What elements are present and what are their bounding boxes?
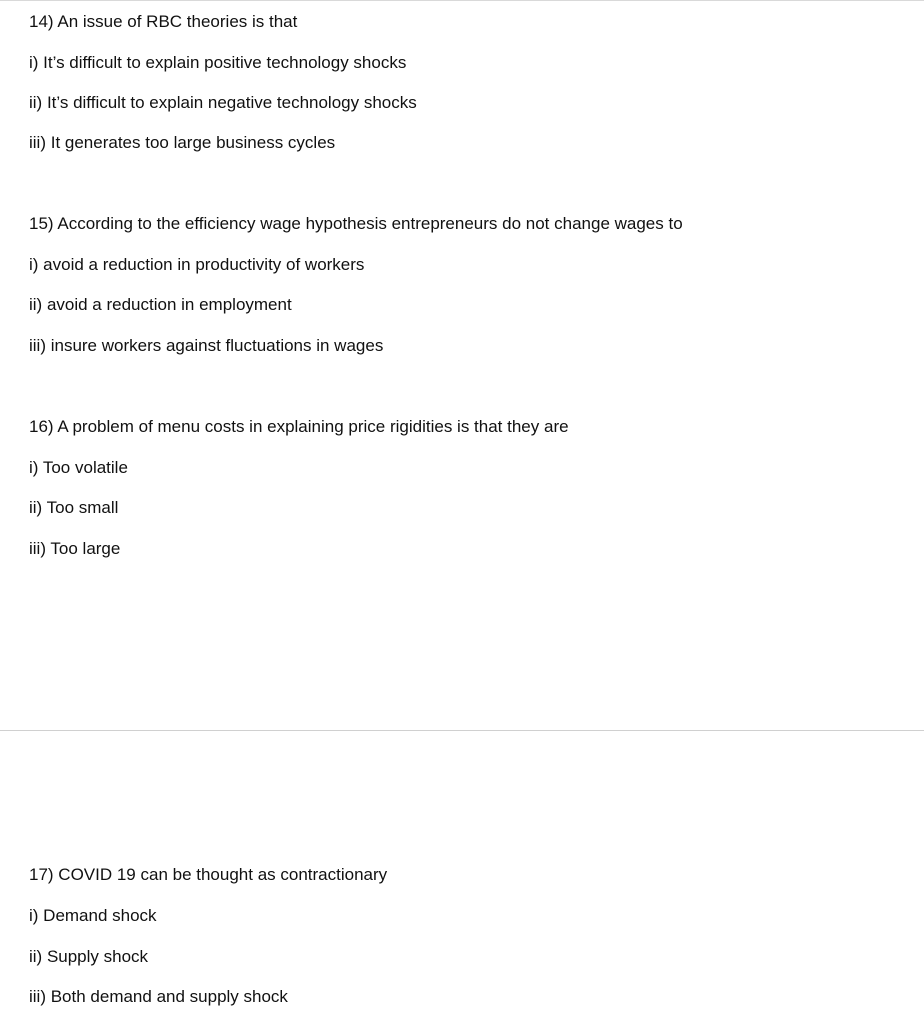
question-16-prompt: 16) A problem of menu costs in explaining price rigidities is that they are [29,417,569,436]
question-14-option-iii: iii) It generates too large business cycles [29,133,336,152]
question-14-option-ii: ii) It’s difficult to explain negative technology shocks [29,93,417,112]
top-rule [0,0,924,1]
question-15-option-ii: ii) avoid a reduction in employment [29,295,292,314]
question-15-option-i: i) avoid a reduction in productivity of workers [29,255,365,274]
page-break [0,730,924,731]
question-14-option-i: i) It’s difficult to explain positive technology shocks [29,53,407,72]
question-14-prompt: 14) An issue of RBC theories is that [29,12,298,31]
question-16-option-i: i) Too volatile [29,458,128,477]
question-17-prompt: 17) COVID 19 can be thought as contractionary [29,865,388,884]
question-17-option-ii: ii) Supply shock [29,947,149,966]
question-15-option-iii: iii) insure workers against fluctuations in wages [29,336,384,355]
question-16-option-iii: iii) Too large [29,539,121,558]
question-17-option-iii: iii) Both demand and supply shock [29,987,288,1006]
question-15-prompt: 15) According to the efficiency wage hypothesis entrepreneurs do not change wages to [29,214,683,233]
question-16-option-ii: ii) Too small [29,498,119,517]
question-17-option-i: i) Demand shock [29,906,157,925]
